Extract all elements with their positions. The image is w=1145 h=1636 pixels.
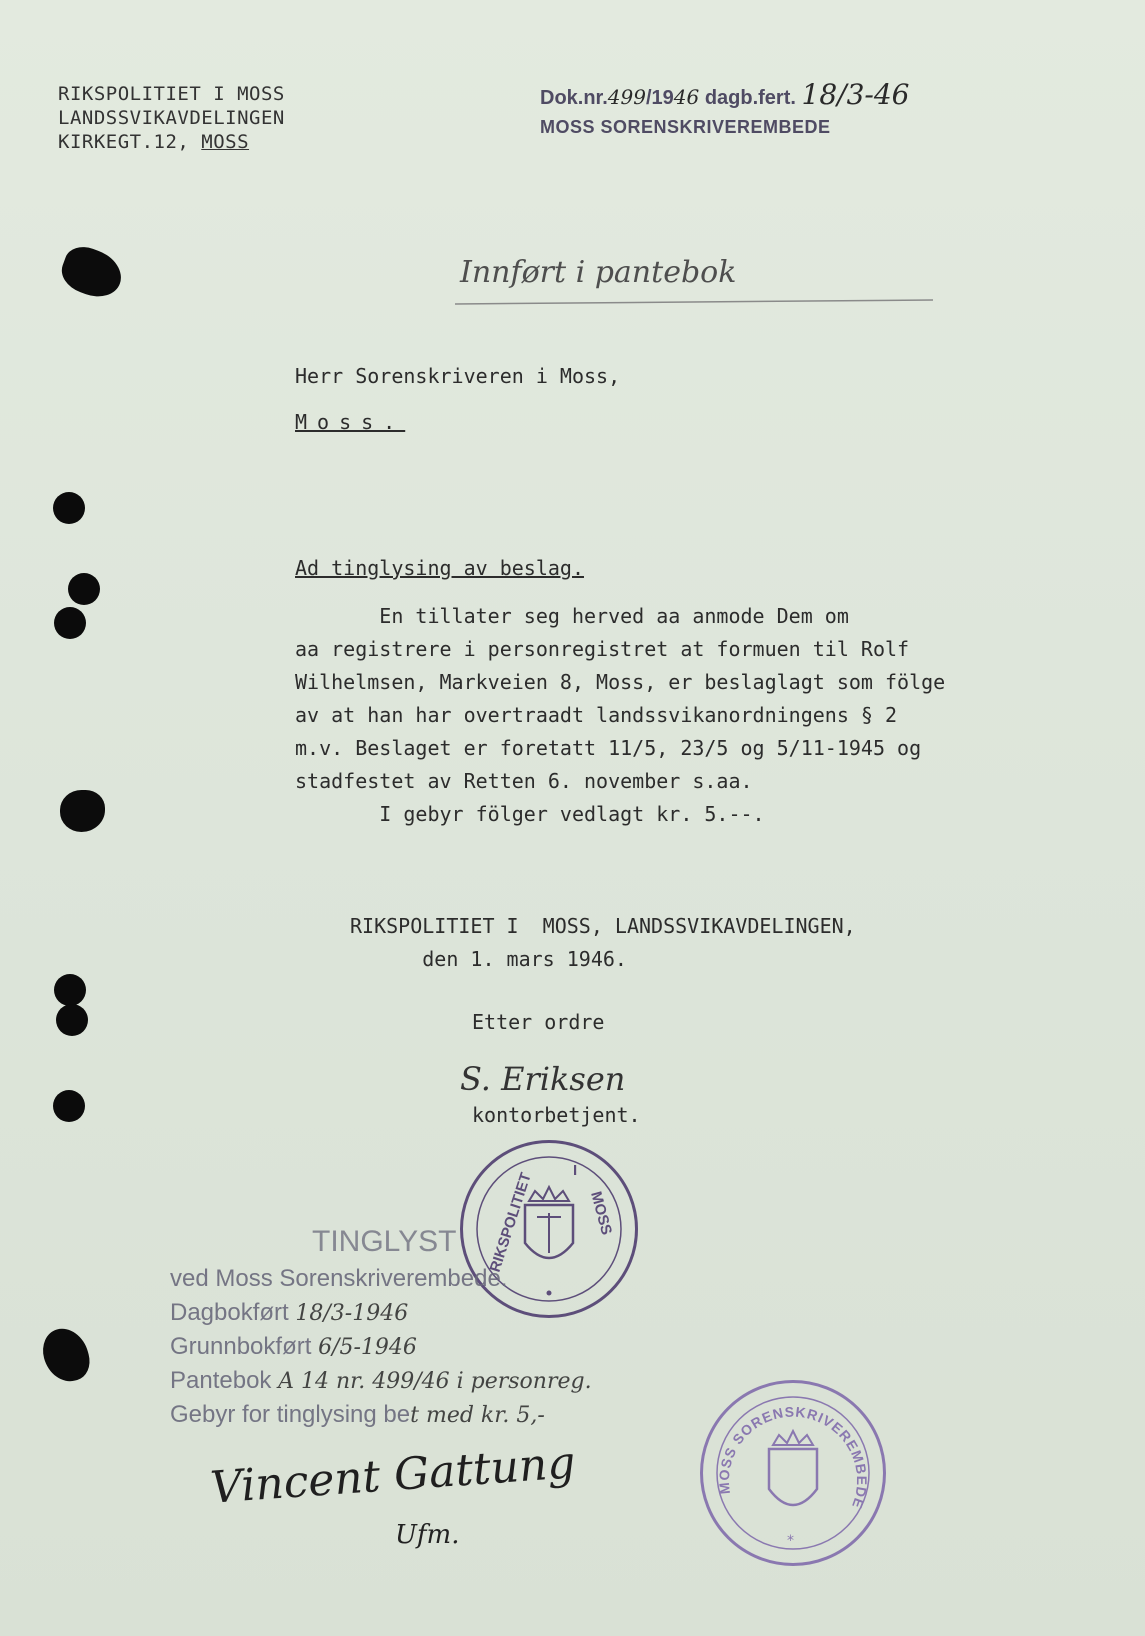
tinglyst-office: ved Moss Sorenskriverembede. <box>170 1265 508 1292</box>
tinglyst-gebyr-row <box>170 1401 592 1429</box>
recipient-city: Moss. <box>295 410 406 434</box>
tinglyst-grunnbok-row <box>170 1333 592 1361</box>
tinglyst-dagbok-label: Dagbokført <box>170 1299 289 1326</box>
punch-hole <box>54 607 86 639</box>
tinglyst-pantebok-label: Pantebok <box>170 1367 272 1394</box>
signature-gattung: Vincent Gattung <box>208 1437 578 1514</box>
letter-body <box>295 600 945 831</box>
year-suffix: 46 <box>673 85 700 109</box>
crown-icon <box>773 1431 813 1445</box>
body-line: En tillater seg herved aa anmode Dem om <box>295 604 849 628</box>
tinglyst-gebyr-label: Gebyr for tinglysing be <box>170 1401 411 1428</box>
ink-damage-mark <box>60 790 105 832</box>
body-line: aa registrere i personregistret at formuen til Rolf <box>295 637 910 661</box>
tinglyst-gebyr-value: t med kr. 5,- <box>410 1403 545 1428</box>
court-seal <box>700 1380 886 1566</box>
punch-hole <box>53 492 85 524</box>
body-line: Wilhelmsen, Markveien 8, Moss, er beslaglagt som fölge <box>295 670 946 694</box>
tinglyst-grunnbok-value: 6/5-1946 <box>318 1335 417 1360</box>
closing-date: den 1. mars 1946. <box>422 947 627 971</box>
handwritten-note: Innført i pantebok <box>460 255 737 290</box>
registration-stamp-line-1 <box>540 78 909 111</box>
body-line: I gebyr fölger vedlagt kr. 5.--. <box>295 802 765 826</box>
order-line: Etter ordre <box>472 1010 605 1034</box>
signature-eriksen: S. Eriksen <box>460 1060 626 1098</box>
crown-icon <box>529 1187 569 1201</box>
body-line: m.v. Beslaget er foretatt 11/5, 23/5 og 5/11-1945 og <box>295 736 922 760</box>
punch-hole <box>68 573 100 605</box>
recipient-name: Herr Sorenskriveren i Moss, <box>295 364 621 388</box>
tinglyst-dagbok-row <box>170 1299 592 1327</box>
punch-hole <box>56 1004 88 1036</box>
tinglyst-title: TINGLYST <box>312 1225 457 1258</box>
coat-of-arms-icon <box>769 1449 817 1505</box>
ink-damage-mark <box>38 1323 94 1387</box>
sender-address <box>58 82 285 154</box>
court-seal-graphic <box>703 1383 883 1563</box>
punch-hole <box>53 1090 85 1122</box>
sender-line-1: RIKSPOLITIET I MOSS <box>58 83 285 105</box>
letter-subject: Ad tinglysing av beslag. <box>295 556 584 580</box>
year-prefix: /19 <box>645 87 674 109</box>
signatory-title: kontorbetjent. <box>472 1103 641 1127</box>
svg-text:*: * <box>787 1533 794 1549</box>
seal1-left-text: RIKSPOLITIET <box>486 1170 535 1275</box>
sender-line-3 <box>58 130 285 154</box>
tinglyst-dagbok-value: 18/3-1946 <box>295 1301 409 1326</box>
doc-number: 499 <box>607 85 646 109</box>
sender-street: KIRKEGT.12, <box>58 131 202 153</box>
seal1-top-text: I <box>573 1162 578 1179</box>
note-underline <box>455 298 935 310</box>
court-seal-ring-textpath: MOSS SORENSKRIVEREMBEDE <box>715 1403 871 1512</box>
punch-hole <box>54 974 86 1006</box>
tinglyst-stamp <box>170 1225 592 1429</box>
sender-line-2: LANDSSVIKAVDELINGEN <box>58 107 285 129</box>
registration-date: 18/3-46 <box>801 78 910 111</box>
body-line: stadfestet av Retten 6. november s.aa. <box>295 769 753 793</box>
tinglyst-grunnbok-label: Grunnbokført <box>170 1333 312 1360</box>
signature-gattung-title: Ufm. <box>395 1520 460 1550</box>
registration-stamp-office: MOSS SORENSKRIVEREMBEDE <box>540 117 831 137</box>
registration-stamp <box>540 78 909 138</box>
body-line: av at han har overtraadt landssvikanordningens § 2 <box>295 703 898 727</box>
dagb-label: dagb.fert. <box>704 87 796 109</box>
closing-block <box>350 910 856 976</box>
tinglyst-pantebok-value: A 14 nr. 499/46 i personreg. <box>278 1369 592 1394</box>
closing-org: RIKSPOLITIET I MOSS, LANDSSVIKAVDELINGEN, <box>350 914 856 938</box>
sender-city: MOSS <box>201 131 250 153</box>
tinglyst-pantebok-row <box>170 1367 592 1395</box>
ink-damage-mark <box>56 241 128 304</box>
doc-number-label: Dok.nr. <box>540 87 608 109</box>
seal1-right-text: MOSS <box>587 1189 615 1237</box>
